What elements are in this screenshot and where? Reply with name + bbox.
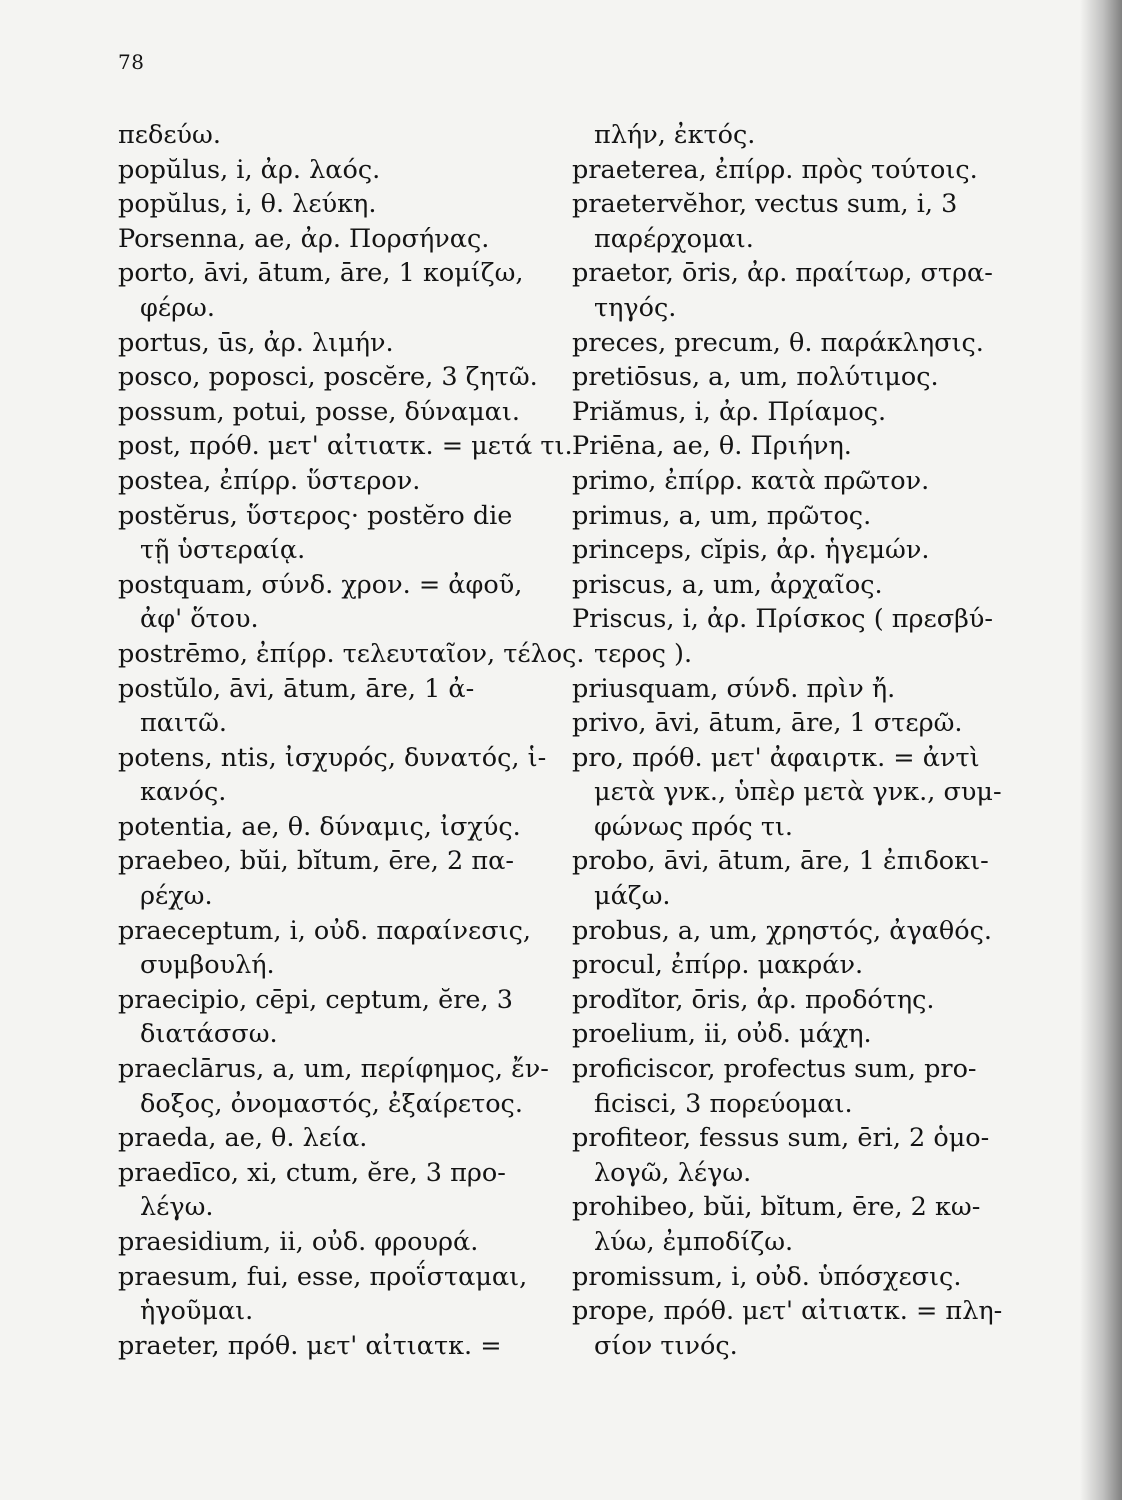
- right-entry-line: τηγός.: [594, 292, 677, 323]
- left-entry-line: praeceptum, i, οὐδ. παραίνεσις,: [118, 915, 532, 946]
- left-entry-line: possum, potui, posse, δύναμαι.: [118, 396, 520, 427]
- right-entry-line: πλήν, ἐκτός.: [594, 120, 756, 150]
- right-entry-line: λογῶ, λέγω.: [594, 1157, 752, 1188]
- right-entry-line: priscus, a, um, ἀρχαῖος.: [572, 569, 883, 600]
- right-entry-line: μάζω.: [594, 881, 671, 912]
- left-entry-line: portus, ūs, ἀρ. λιμήν.: [118, 327, 394, 358]
- right-entry-line: Priămus, i, ἀρ. Πρίαμος.: [572, 396, 887, 427]
- right-entry-line: pro, πρόθ. μετ' ἀφαιρτκ. = ἀντὶ: [572, 742, 980, 773]
- left-entry-line: λέγω.: [140, 1192, 214, 1223]
- left-entry-line: τῇ ὑστεραίᾳ.: [140, 535, 306, 566]
- page-edge-shadow: [1080, 0, 1122, 1500]
- left-entry-line: postrēmo, ἐπίρρ. τελευταῖον, τέλος.: [118, 638, 585, 669]
- left-entry-line: post, πρόθ. μετ' αἰτιατκ. = μετά τι.: [118, 431, 573, 462]
- left-entry-line: praeclārus, a, um, περίφημος, ἔν-: [118, 1054, 549, 1085]
- right-entry-line: μετὰ γνκ., ὑπὲρ μετὰ γνκ., συμ-: [594, 777, 1002, 808]
- left-entry-line: διατάσσω.: [140, 1019, 278, 1050]
- left-entry-line: praesum, fui, esse, προΐσταμαι,: [118, 1261, 528, 1292]
- right-entry-line: τερος ).: [594, 638, 693, 669]
- right-entry-line: pretiōsus, a, um, πολύτιμος.: [572, 362, 939, 393]
- right-entry-line: primus, a, um, πρῶτος.: [572, 500, 872, 531]
- right-entry-line: prodĭtor, ōris, ἀρ. προδότης.: [572, 984, 935, 1015]
- left-entry-line: δοξος, ὀνομαστός, ἐξαίρετος.: [140, 1088, 523, 1119]
- right-entry-line: princeps, cĭpis, ἀρ. ἡγεμών.: [572, 535, 930, 566]
- right-column: [572, 118, 1042, 1363]
- right-entry-line: φώνως πρός τι.: [594, 811, 794, 842]
- left-entry-line: κανός.: [140, 777, 227, 808]
- right-entry-line: praeterea, ἐπίρρ. πρὸς τούτοις.: [572, 154, 978, 185]
- left-entry-line: praebeo, bŭi, bĭtum, ēre, 2 πα-: [118, 846, 514, 877]
- left-entry-line: praeda, ae, θ. λεία.: [118, 1123, 368, 1154]
- left-entry-line: ἡγοῦμαι.: [140, 1296, 254, 1327]
- left-entry-line: potentia, ae, θ. δύναμις, ἰσχύς.: [118, 811, 521, 842]
- right-entry-line: primo, ἐπίρρ. κατὰ πρῶτον.: [572, 465, 930, 496]
- left-entry-line: posco, poposci, poscĕre, 3 ζητῶ.: [118, 362, 538, 393]
- left-entry-line: φέρω.: [140, 292, 215, 323]
- right-entry-line: procul, ἐπίρρ. μακράν.: [572, 950, 864, 981]
- left-entry-line: popŭlus, i, ἀρ. λαός.: [118, 154, 381, 185]
- left-entry-line: postŭlo, āvi, ātum, āre, 1 ἀ-: [118, 673, 475, 704]
- right-entry-line: Priēna, ae, θ. Πριήνη.: [572, 431, 852, 462]
- left-entry-line: potens, ntis, ἰσχυρός, δυνατός, ἱ-: [118, 742, 547, 773]
- right-entry-line: preces, precum, θ. παράκλησις.: [572, 327, 984, 358]
- right-entry-line: proficiscor, profectus sum, pro-: [572, 1054, 977, 1085]
- left-entry-line: ἀφ' ὅτου.: [140, 604, 259, 635]
- left-entry-line: postĕrus, ὕστερος· postĕro die: [118, 500, 513, 531]
- right-entry-line: profiteor, fessus sum, ēri, 2 ὁμο-: [572, 1123, 990, 1154]
- left-entry-line: praesidium, ii, οὐδ. φρουρά.: [118, 1227, 479, 1257]
- left-entry-line: συμβουλή.: [140, 950, 275, 981]
- right-entry-line: priusquam, σύνδ. πρὶν ἤ.: [572, 673, 896, 704]
- page-number: 78: [118, 50, 145, 74]
- left-entry-line: praeter, πρόθ. μετ' αἰτιατκ. =: [118, 1330, 502, 1361]
- right-entry-line: ficisci, 3 πορεύομαι.: [594, 1088, 853, 1119]
- right-entry-line: probus, a, um, χρηστός, ἀγαθός.: [572, 915, 992, 946]
- left-entry-line: postquam, σύνδ. χρον. = ἀφοῦ,: [118, 569, 523, 600]
- right-entry-line: prope, πρόθ. μετ' αἰτιατκ. = πλη-: [572, 1296, 1003, 1327]
- right-entry-line: privo, āvi, ātum, āre, 1 στερῶ.: [572, 708, 963, 739]
- right-entry-line: promissum, i, οὐδ. ὑπόσχεσις.: [572, 1261, 962, 1292]
- right-entry-line: proelium, ii, οὐδ. μάχη.: [572, 1019, 872, 1050]
- right-entry-line: σίον τινός.: [594, 1330, 738, 1361]
- right-entry-line: praetor, ōris, ἀρ. πραίτωρ, στρα-: [572, 258, 993, 289]
- right-entry-line: praetervĕhor, vectus sum, i, 3: [572, 189, 958, 220]
- left-entry-line: Porsenna, ae, ἀρ. Πορσήνας.: [118, 223, 490, 254]
- left-entry-line: ρέχω.: [140, 881, 213, 912]
- left-entry-line: postea, ἐπίρρ. ὕστερον.: [118, 465, 421, 496]
- right-entry-line: probo, āvi, ātum, āre, 1 ἐπιδοκι-: [572, 846, 989, 877]
- right-entry-line: λύω, ἐμποδίζω.: [594, 1227, 794, 1257]
- left-column: [118, 118, 585, 1363]
- left-entry-line: praecipio, cēpi, ceptum, ĕre, 3: [118, 984, 513, 1015]
- right-entry-line: prohibeo, bŭi, bĭtum, ēre, 2 κω-: [572, 1192, 981, 1223]
- left-entry-line: porto, āvi, ātum, āre, 1 κομίζω,: [118, 258, 524, 289]
- left-entry-line: praedīco, xi, ctum, ĕre, 3 προ-: [118, 1157, 506, 1188]
- left-entry-line: παιτῶ.: [140, 708, 227, 739]
- left-entry-line: πεδεύω.: [118, 120, 221, 150]
- right-entry-line: Priscus, i, ἀρ. Πρίσκος ( πρεσβύ-: [572, 604, 993, 635]
- right-entry-line: παρέρχομαι.: [594, 223, 754, 254]
- left-entry-line: popŭlus, i, θ. λεύκη.: [118, 189, 377, 220]
